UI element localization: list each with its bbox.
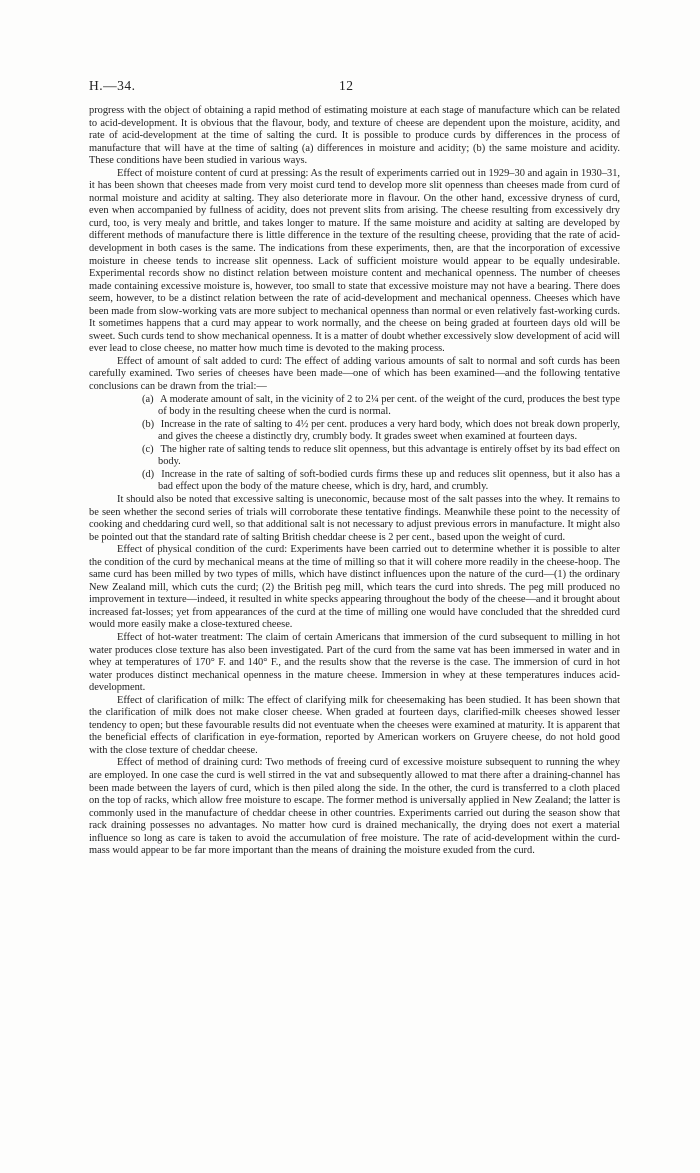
body-text (89, 105, 620, 858)
list-item-text: The higher rate of salting tends to reduce slit openness, but this advantage is entirely offset by its bad effect on body. (158, 443, 620, 468)
list-item-label: (a) (142, 393, 154, 405)
list-item-text: Increase in the rate of salting of soft-bodied curds firms these up and reduces slit openness, but it also has a bad effect upon the body of the mature cheese, which is dry, hard, and crumbly. (158, 468, 620, 493)
list-item-text: Increase in the rate of salting to 4½ per cent. produces a very hard body, which does not break down properly, and gives the cheese a distinctly dry, crumbly body. It grades sweet when examined at fourteen days. (158, 418, 620, 443)
document-reference: H.—34. (89, 78, 136, 93)
list-item-label: (c) (142, 443, 154, 455)
list-item (89, 469, 620, 494)
list-item-label: (b) (142, 418, 155, 430)
paragraph: progress with the object of obtaining a rapid method of estimating moisture at each stage of manufacture which can be related to acid-development. It is obvious that the flavour, body, and texture of cheese are dependent upon the moisture, acidity, and rate of acid-development at the time of salting the curd. It is possible to produce curds by differences in the process of manufacture that will have at the time of salting (a) differences in moisture and acidity; (b) the same moisture and acidity. These conditions have been studied in various ways. (89, 105, 620, 167)
list-item-label: (d) (142, 468, 155, 480)
list-item (89, 394, 620, 419)
page-number: 12 (339, 78, 354, 93)
paragraph: Effect of hot-water treatment: The claim of certain Americans that immersion of the curd subsequent to milling in hot water produces close texture has also been investigated. Part of the curd from the same vat has been immersed in water and in whey at temperatures of 170° F. and 140° F., and the results show that the reverse is the case. The immersion of curd in hot water produces distinct mechanical openness in the mature cheese. Immersion in whey at these temperatures induces acid-development. (89, 631, 620, 694)
list-item-text: A moderate amount of salt, in the vicinity of 2 to 2¼ per cent. of the weight of the curd, produces the best type of body in the resulting cheese when the curd is normal. (158, 393, 620, 418)
list-item (89, 419, 620, 444)
list-item (89, 444, 620, 469)
paragraph: Effect of method of draining curd: Two methods of freeing curd of excessive moisture subsequent to running the whey are employed. In one case the curd is well stirred in the vat and subsequently allowed to mat there after a draining-channel has been made between the layers of curd, which is then piled along the side. In the other, the curd is transferred to a cloth placed on the top of racks, which allow free moisture to escape. The former method is universally applied in New Zealand; the latter is commonly used in the manufacture of cheddar cheese in other countries. Experiments carried out during the season show that rack draining possesses no advantages. No matter how curd is drained mechanically, the drying does not exert a material influence so long as care is taken to avoid the accumulation of free moisture. The rate of acid-development within the curd-mass would appear to be far more important than the means of draining the moisture exuded from the curd. (89, 757, 620, 857)
paragraph: Effect of physical condition of the curd: Experiments have been carried out to determine whether it is possible to alter the condition of the curd by mechanical means at the time of milling so that it will cohere more readily in the cheese-hoop. The same curd has been milled by two types of mills, which have distinct influences upon the nature of the curd—(1) the ordinary New Zealand mill, which cuts the curd; (2) the British peg mill, which tears the curd into shreds. The peg mill produced no improvement in texture—indeed, it resulted in white specks appearing throughout the body of the cheese—and it brought about increased fat-losses; yet from appearances of the curd at the time of milling one would have concluded that the shredded curd would more easily make a close-textured cheese. (89, 544, 620, 631)
paragraph: It should also be noted that excessive salting is uneconomic, because most of the salt passes into the whey. It remains to be seen whether the second series of trials will corroborate these tentative findings. Meanwhile these point to the necessity of cooking and cheddaring curd well, so that additional salt is not necessary to adjust previous errors in manufacture. It might also be pointed out that the standard rate of salting British cheddar cheese is 2 per cent., based upon the weight of curd. (89, 493, 620, 543)
paragraph: Effect of amount of salt added to curd: The effect of adding various amounts of salt to normal and soft curds has been carefully examined. Two series of cheeses have been made—one of which has been examined—and the following tentative conclusions can be drawn from the trial:— (89, 355, 620, 393)
paragraph: Effect of clarification of milk: The effect of clarifying milk for cheesemaking has been studied. It has been shown that the clarification of milk does not make closer cheese. When graded at fourteen days, clarified-milk cheeses showed lesser tendency to open; but these favourable results did not eventuate when the cheeses were examined at maturity. It is apparent that the beneficial effects of clarification in eye-formation, reported by American workers on Gruyere cheese, do not hold good with the close texture of cheddar cheese. (89, 694, 620, 756)
page-header (89, 78, 620, 96)
paragraph: Effect of moisture content of curd at pressing: As the result of experiments carried out in 1929–30 and again in 1930–31, it has been shown that cheeses made from very moist curd tend to develop more slit openness than cheeses made from curd of normal moisture and acidity at salting. They also deteriorate more in flavour. On the other hand, excessive dryness of curd, even when accompanied by fullness of acidity, does not prevent slits from arising. The cheese resulting from excessively dry curd, too, is very mealy and brittle, and takes longer to mature. If the same moisture and acidity at salting are developed by different methods of manufacture there is little difference in the texture of the resulting cheese, providing that the rate of acid-development in both cases is the same. The indications from these experiments, then, are that the incorporation of excessive moisture in cheese tends to increase slit openness. Lack of sufficient moisture would appear to be equally undesirable. Experimental records show no distinct relation between moisture content and mechanical openness. The number of cheeses made containing excessive moisture is, however, too small to state that excessive moisture may not have a bearing. There does seem, however, to be a distinct relation between the rate of acid-development and mechanical openness. Cheeses which have been made from slow-working vats are more subject to mechanical openness than normal or even relatively fast-working curds. It sometimes happens that a curd may appear to work normally, and the cheese on being graded at fourteen days old will be sweet. Such curds tend to show mechanical openness. It is a matter of doubt whether excessively slow development of acid will ever lead to close cheese, no matter how much time is devoted to the making process. (89, 167, 620, 355)
